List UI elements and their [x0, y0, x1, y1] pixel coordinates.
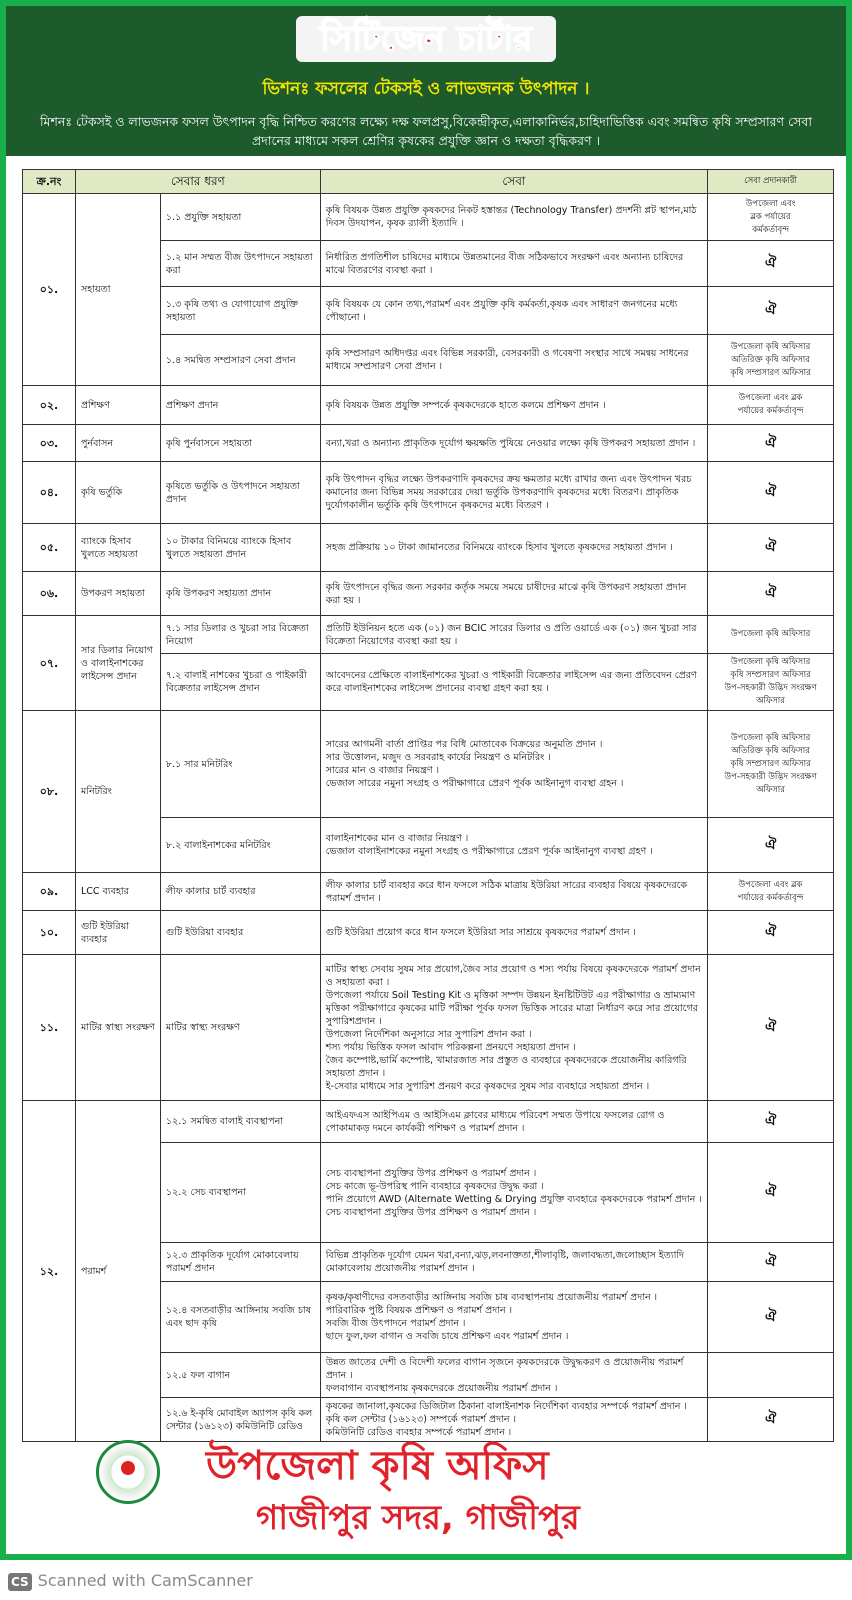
citizen-charter-table: [22, 169, 834, 1442]
service-description: [320, 1353, 707, 1398]
service-description: [320, 711, 707, 818]
service-provider: [708, 1143, 834, 1243]
provider-line: উপজেলা এবং ব্লক: [738, 879, 803, 890]
service-line: গুটি ইউরিয়া প্রয়োগ করে ধান ফসলে ইউরিয়া সার সাশ্রয়ে কৃষকদের পরামর্শ প্রদান ।: [325, 927, 636, 938]
table-row: [23, 524, 834, 572]
service-line: সারের মান ও বাজার নিয়ন্ত্রণ ।: [325, 765, 440, 776]
provider-line: পর্যায়ের কর্মকর্তাবৃন্দ: [737, 892, 804, 903]
table-body: [23, 194, 834, 1442]
service-provider: [708, 654, 834, 711]
provider-line: ঐ: [764, 1308, 777, 1325]
service-line: আবেদনের প্রেক্ষিতে বালাইনাশকের খুচরা ও পাইকারী বিক্রেতার লাইসেন্স এর জন্য প্রতিবেদন প্রেরণ করে বালাইনাশকের লাইসেন্স প্রদানের ব্যবস্থা গ্রহণ করা হয় ।: [325, 670, 697, 694]
service-category: মনিটরিং: [75, 711, 160, 873]
serial-number: ০৯.: [23, 873, 76, 911]
service-line: বালাইনাশকের মান ও বাজার নিয়ন্ত্রণ ।: [325, 833, 469, 844]
provider-line: ঐ: [764, 539, 777, 555]
service-line: উপজেলা পর্যায়ে Soil Testing Kit ও মৃত্তিকা সম্পদ উন্নয়ন ইনষ্টিটিউট এর পরীক্ষাগার ও ভ্রাম্যমাণ মৃত্তিকা পরীক্ষাগারে কৃষকের মাটি পরীক্ষা পূর্বক ফসল ভিত্তিক সারের মাত্রা নির্ধারণ করে সার প্রয়োগের সুপারিশপ্রদান ।: [325, 989, 698, 1027]
provider-line: অতিরিক্ত কৃষি অফিসার: [731, 745, 810, 756]
service-line: কৃষি উৎপাদনে বৃদ্ধির জন্য সরকার কর্তৃক সময়ে সময়ে চাষীদের মাঝে কৃষি উপকরণ সহায়তা প্রদান করা হয় ।: [325, 581, 687, 606]
service-category: সহায়তা: [75, 194, 160, 386]
table-row: [23, 873, 834, 911]
service-line: জৈব কম্পোষ্ট,ভার্মি কম্পোষ্ট, খামারজাত সার প্রস্তুত ও ব্যবহারে কৃষকদেরকে প্রয়োজনীয় কারিগরি সহায়তা প্রদান ।: [325, 1054, 687, 1079]
service-provider: [708, 425, 834, 462]
service-subtype: ৭.১ সার ডিলার ও খুচরা সার বিক্রেতা নিয়োগ: [160, 616, 320, 654]
service-subtype: ১২.১ সমন্বিত বালাই ব্যবস্থাপনা: [160, 1101, 320, 1143]
provider-line: ঐ: [764, 1113, 777, 1129]
service-line: ছাদে ফুল,ফল বাগান ও সবজি চাষে প্রশিক্ষণ এবং পরামর্শ প্রদান ।: [325, 1331, 569, 1342]
service-description: [320, 386, 707, 425]
service-provider: [708, 1353, 834, 1398]
provider-line: ঐ: [764, 434, 777, 451]
service-line: সবজি বীজ উৎপাদনে পরামর্শ প্রদান ।: [325, 1318, 466, 1329]
table-row: [23, 194, 834, 241]
service-description: [320, 335, 707, 386]
service-provider: [708, 711, 834, 818]
service-line: কৃষি বিষয়ক যে কোন তথ্য,পরামর্শ এবং প্রযুক্তি কৃষি কর্মকর্তা,কৃষক এবং সাধারণ জনগনের মধ্যে পৌছানো ।: [325, 298, 678, 323]
provider-line: অতিরিক্ত কৃষি অফিসার: [731, 354, 810, 365]
service-provider: [708, 572, 834, 616]
service-category: কৃষি ভর্তুকি: [75, 462, 160, 524]
provider-line: ঐ: [764, 302, 777, 318]
service-subtype: ১.১ প্রযুক্তি সহায়তা: [160, 194, 320, 241]
service-category: গুটি ইউরিয়া ব্যবহার: [75, 911, 160, 955]
service-line: সারের আগমনী বার্তা প্রাপ্তির পর বিধি মোতাবেক বিক্রয়ের অনুমতি প্রদান ।: [325, 739, 603, 750]
service-description: [320, 955, 707, 1101]
service-description: [320, 818, 707, 873]
service-subtype: গুটি ইউরিয়া ব্যবহার: [160, 911, 320, 955]
service-line: সেচ ব্যবস্থাপনা প্রযুক্তির উপর প্রশিক্ষণ ও পরামর্শ প্রদান ।: [325, 1206, 537, 1218]
service-description: [320, 1243, 707, 1282]
service-provider: [708, 386, 834, 425]
service-description: [320, 616, 707, 654]
service-description: [320, 524, 707, 572]
provider-line: ঐ: [764, 484, 777, 500]
footer: [6, 1426, 846, 1556]
service-description: [320, 194, 707, 241]
provider-line: উপজেলা এবং: [745, 198, 796, 209]
service-line: উন্নত জাতের দেশী ও বিদেশী ফলের বাগান সৃজনে কৃষকদেরকে উদ্বুদ্ধকরণ ও প্রয়োজনীয় পরামর্শ প্রদান ।: [325, 1356, 684, 1381]
service-line: নির্ধারিত প্রগতিশীল চাষিদের মাধ্যমে উন্নতমানের বীজ সঠিকভাবে সংরক্ষণ এবং অন্যান্য চাষিদের মাঝে বিতরণের ব্যবস্থা করা ।: [325, 251, 684, 276]
camscanner-label: Scanned with CamScanner: [37, 1571, 253, 1590]
service-provider: [708, 616, 834, 654]
service-category: LCC ব্যবহার: [75, 873, 160, 911]
service-subtype: কৃষিতে ভর্তুকি ও উৎপাদনে সহায়তা প্রদান: [160, 462, 320, 524]
service-line: মাটির স্বাস্থ্য সেবায় সুষম সার প্রয়োগ,জৈব সার প্রয়োগ ও শস্য পর্যায় বিষয়ে কৃষকদেরকে পরামর্শ প্রদান ও সহায়তা করা ।: [325, 963, 701, 988]
service-line: বিভিন্ন প্রাকৃতিক দূর্যোগ যেমন খরা,বন্যা,ঝড়,লবনাক্ততা,শীলাবৃষ্টি, জলাবদ্ধতা,জলোচ্ছাস ইত্যাদি মোকাবেলায় প্রয়োজনীয় পরামর্শ প্রদান ।: [325, 1250, 685, 1274]
serial-number: ০৫.: [23, 524, 76, 572]
service-description: [320, 462, 707, 524]
service-provider: [708, 1101, 834, 1143]
provider-line: ঐ: [764, 1184, 777, 1200]
service-line: পানি প্রয়োগে AWD (Alternate Wetting & Drying প্রযুক্তি ব্যবহারে কৃষকদেরকে পরামর্শ প্রদান ।: [325, 1193, 702, 1205]
column-header-service-type: সেবার ধরণ: [75, 170, 320, 194]
service-category: মাটির স্বাস্থ্য সংরক্ষণ: [75, 955, 160, 1101]
page-title: সিটিজেন চার্টার: [296, 16, 556, 62]
provider-line: উপজেলা কৃষি অফিসার: [730, 341, 811, 352]
service-subtype: ১২.৬ ই-কৃষি মোবাইল অ্যাপস কৃষি কল সেন্টার (১৬১২৩) কমিউনিটি রেডিও: [160, 1398, 320, 1442]
service-description: [320, 911, 707, 955]
provider-line: উপজেলা কৃষি অফিসার: [730, 629, 811, 639]
serial-number: ১১.: [23, 955, 76, 1101]
service-description: [320, 873, 707, 911]
service-description: [320, 287, 707, 335]
service-line: ই-সেবার মাধ্যমে সার সুপারিশ প্রনয়ণ করে কৃষকদের সুষম সার ব্যবহারে সহায়তা প্রদান ।: [325, 1080, 650, 1092]
service-line: পারিবারিক পুষ্টি বিষয়ক প্রশিক্ষণ ও পরামর্শ প্রদান ।: [325, 1305, 513, 1316]
service-line: কৃষি সম্প্রসারণ অধিদপ্তর এবং বিভিন্ন সরকারী, বেসরকারী ও গবেষণা সংস্থার সাথে সমন্বয় সাধনের মাধ্যমে সম্প্রসারণ সেবা প্রদান ।: [325, 348, 689, 372]
service-subtype: ৮.১ সার মনিটরিং: [160, 711, 320, 818]
service-line: সহজ প্রক্রিয়ায় ১০ টাকা জামানতের বিনিময়ে ব্যাংকে হিসাব খুলতে কৃষকদের সহায়তা প্রদান ।: [325, 542, 673, 553]
service-subtype: লীফ কালার চার্ট ব্যবহার: [160, 873, 320, 911]
service-provider: [708, 194, 834, 241]
service-description: [320, 241, 707, 287]
service-category: উপকরণ সহায়তা: [75, 572, 160, 616]
serial-number: ০৩.: [23, 425, 76, 462]
service-line: কৃষি বিষয়ক উন্নত প্রযুক্তি কৃষকদের নিকট হস্তান্তর (Technology Transfer) প্রদর্শনী প্লট স্থাপন,মাঠ দিবস উদযাপন, কৃষক র‍্যালী ইত্যাদি ।: [325, 205, 697, 229]
service-line: কৃষি বিষয়ক উন্নত প্রযুক্তি সম্পর্কে কৃষকদেরকে হাতে কলমে প্রশিক্ষণ প্রদান ।: [325, 399, 606, 411]
service-provider: [708, 241, 834, 287]
table-row: [23, 1101, 834, 1143]
header: [6, 6, 846, 156]
provider-line: উপজেলা কৃষি অফিসার: [730, 732, 811, 743]
service-line: উপজেলা নির্দেশিকা অনুসারে সার সুপারিশ প্রদান করা ।: [325, 1028, 532, 1040]
provider-line: কৃষি সম্প্রসারণ অফিসার: [730, 367, 811, 378]
service-description: [320, 1143, 707, 1243]
service-line: কমিউনিটি রেডিও ব্যবহার সম্পর্কে পরামর্শ প্রদান ।: [325, 1427, 512, 1438]
service-subtype: ৭.২ বালাই নাশকের খুচরা ও পাইকারী বিক্রেতার লাইসেন্স প্রদান: [160, 654, 320, 711]
dae-logo: [96, 1440, 160, 1504]
table-row: [23, 462, 834, 524]
service-line: সেচ ব্যবস্থাপনা প্রযুক্তির উপর প্রশিক্ষণ ও পরামর্শ প্রদান ।: [325, 1167, 537, 1179]
provider-line: ঐ: [764, 836, 777, 853]
serial-number: ০৪.: [23, 462, 76, 524]
service-category: ব্যাংকে হিসাব খুলতে সহায়তা: [75, 524, 160, 572]
service-line: কৃষি কল সেন্টার (১৬১২৩) সম্পর্কে পরামর্শ প্রদান ।: [325, 1414, 516, 1425]
service-description: [320, 1101, 707, 1143]
service-subtype: ১২.৪ বসতবাড়ীর আঙ্গিনায় সবজি চাষ এবং ছাদ কৃষি: [160, 1282, 320, 1353]
service-line: ভেজাল সারের নমুনা সংগ্রহ ও পরীক্ষাগারে প্রেরণ পূর্বক আইনানুগ ব্যবস্থা গ্রহন ।: [325, 778, 624, 789]
service-description: [320, 572, 707, 616]
service-subtype: ১.২ মান সম্মত বীজ উৎপাদনে সহায়তা করা: [160, 241, 320, 287]
service-line: ভেজাল বালাইনাশকের নমুনা সংগ্রহ ও পরীক্ষাগারে প্রেরণ পূর্বক আইনানুগ ব্যবস্থা গ্রহণ ।: [325, 846, 653, 857]
serial-number: ০১.: [23, 194, 76, 386]
provider-line: কৃষি সম্প্রসারণ অফিসার: [730, 670, 811, 680]
vision-text: ভিশনঃ ফসলের টেকসই ও লাভজনক উৎপাদন ।: [262, 79, 590, 99]
serial-number: ০৮.: [23, 711, 76, 873]
provider-line: ব্লক পর্যায়ের: [750, 211, 791, 222]
table-row: [23, 911, 834, 955]
service-description: [320, 1282, 707, 1353]
column-header-serial: ক্র.নং: [23, 170, 76, 194]
service-subtype: ১০ টাকার বিনিময়ে ব্যাংকে হিসাব খুলতে সহায়তা প্রদান: [160, 524, 320, 572]
service-subtype: ১২.৫ ফল বাগান: [160, 1353, 320, 1398]
service-line: সার উত্তোলন, মজুদ ও সরবরাহ কার্যের নিয়ন্ত্রণ ও মনিটরিং ।: [325, 752, 551, 763]
provider-line: ঐ: [764, 1019, 777, 1035]
table-header-row: [23, 170, 834, 194]
service-line: সেচ কাজে ভূ-উপরিস্থ পানি ব্যবহারে কৃষকদের উদ্বুদ্ধ করা ।: [325, 1180, 544, 1192]
provider-line: উপ-সহকারী উদ্ভিদ সংরক্ষণ অফিসার: [724, 683, 817, 706]
provider-line: উপজেলা এবং ব্লক: [738, 393, 803, 403]
service-category: সার ডিলার নিয়োগ ও বালাইনাশকের লাইসেন্স প্রদান: [75, 616, 160, 711]
serial-number: ০৬.: [23, 572, 76, 616]
service-provider: [708, 1243, 834, 1282]
service-provider: [708, 1282, 834, 1353]
service-provider: [708, 911, 834, 955]
office-name: উপজেলা কৃষি অফিস: [206, 1443, 549, 1489]
serial-number: ০২.: [23, 386, 76, 425]
service-line: প্রতিটি ইউনিয়ন হতে এক (০১) জন BCIC সারের ডিলার ও প্রতি ওয়ার্ডে এক (০১) জন খুচরা সার বিক্রেতা নিয়োগের ব্যবস্থা করা হয় ।: [325, 622, 697, 647]
mission-text: মিশনঃ টেকসই ও লাভজনক ফসল উৎপাদন বৃদ্ধি নিশ্চিত করণের লক্ষ্যে দক্ষ ফলপ্রসু,বিকেন্দ্রীকৃত,এলাকানির্ভর,চাহিদাভিত্তিক এবং সমন্বিত কৃষি সম্প্রসারণ সেবা প্রদানের মাধ্যমে সকল শ্রেণির কৃষকের প্রযুক্তি জ্ঞান ও দক্ষতা বৃদ্ধিকরণ ।: [39, 114, 813, 148]
table-row: [23, 425, 834, 462]
serial-number: ১০.: [23, 911, 76, 955]
service-category: প্রশিক্ষণ: [75, 386, 160, 425]
service-provider: [708, 524, 834, 572]
provider-line: কৃষি সম্প্রসারণ অফিসার: [730, 758, 811, 769]
service-subtype: প্রশিক্ষণ প্রদান: [160, 386, 320, 425]
service-line: লীফ কালার চার্ট ব্যবহার করে ধান ফসলে সঠিক মাত্রায় ইউরিয়া সারের ব্যবহার বিষয়ে কৃষকদেরকে পরামর্শ প্রদান ।: [325, 879, 688, 904]
service-category: পুর্নবাসন: [75, 425, 160, 462]
service-description: [320, 425, 707, 462]
service-subtype: ১.৪ সমন্বিত সম্প্রসারণ সেবা প্রদান: [160, 335, 320, 386]
provider-line: ঐ: [764, 1253, 777, 1270]
service-subtype: মাটির স্বাস্থ্য সংরক্ষণ: [160, 955, 320, 1101]
serial-number: ১২.: [23, 1101, 76, 1442]
column-header-service: সেবা: [320, 170, 707, 194]
service-provider: [708, 873, 834, 911]
table-row: [23, 386, 834, 425]
provider-line: পর্যায়ের কর্মকর্তাবৃন্দ: [737, 406, 804, 416]
service-provider: [708, 955, 834, 1101]
column-header-provider: সেবা প্রদানকারী: [708, 170, 834, 194]
service-line: আইএফএস আইপিএম ও আইসিএম ক্লাবের মাধ্যমে পরিবেশ সম্মত উপায়ে ফসলের রোগ ও পোকামাকড় দমনে কার্যকরী পশিক্ষণ ও পরামর্শ প্রদান ।: [325, 1109, 665, 1134]
service-subtype: ১২.২ সেচ ব্যবস্থাপনা: [160, 1143, 320, 1243]
service-description: [320, 654, 707, 711]
service-subtype: কৃষি পুর্নবাসনে সহায়তা: [160, 425, 320, 462]
provider-line: ঐ: [764, 255, 777, 271]
office-location: গাজীপুর সদর, গাজীপুর: [256, 1498, 580, 1538]
service-line: শস্য পর্যায় ভিত্তিক ফসল আবাদ পরিকল্পনা প্রনয়ণে সহায়তা প্রদান ।: [325, 1041, 576, 1053]
service-category: পরামর্শ: [75, 1101, 160, 1442]
service-line: কৃষকের জানালা,কৃষকের ডিজিটাল ঠিকানা বালাইনাশক নির্দেশিকা ব্যবহার সম্পর্কে পরামর্শ প্রদান ।: [325, 1401, 687, 1412]
service-provider: [708, 462, 834, 524]
service-subtype: ৮.২ বালাইনাশকের মনিটরিং: [160, 818, 320, 873]
service-subtype: কৃষি উপকরণ সহায়তা প্রদান: [160, 572, 320, 616]
provider-line: ঐ: [764, 1411, 777, 1427]
table-row: [23, 616, 834, 654]
service-provider: [708, 287, 834, 335]
service-provider: [708, 818, 834, 873]
table-row: [23, 572, 834, 616]
provider-line: ঐ: [764, 585, 777, 601]
service-subtype: ১২.৩ প্রাকৃতিক দূর্যোগ মোকাবেলায় পরামর্শ প্রদান: [160, 1243, 320, 1282]
provider-line: ঐ: [764, 924, 777, 940]
provider-line: উপজেলা কৃষি অফিসার: [730, 657, 811, 667]
service-line: কৃষি উৎপাদন বৃদ্ধির লক্ষ্যে উপকরণাদি কৃষকদের ক্রয় ক্ষমতার মধ্যে রাখার জন্য এবং উৎপাদন খরচ কমানোর জন্য বিভিন্ন সময় সরকারের দেয়া ভর্তুকি উপকরণাদি কৃষকদের মধ্যে বিতরণ। প্রাকৃতিক দুর্যোগকালীন ভর্তুকি কৃষি উৎপাদনে কৃষকদের মধ্যে বিতরণ ।: [325, 474, 692, 511]
service-line: কৃষক/কৃষাণীদের বসতবাড়ীর আঙ্গিনায় সবজি চাষ ব্যবস্থাপনায় প্রয়োজনীয় পরামর্শ প্রদান ।: [325, 1292, 658, 1303]
table-row: [23, 955, 834, 1101]
provider-line: উপ-সহকারী উদ্ভিদ সংরক্ষণ অফিসার: [724, 771, 817, 795]
serial-number: ০৭.: [23, 616, 76, 711]
service-line: ফলবাগান ব্যবস্থাপনায় কৃষকদেরকে প্রয়োজনীয় পরামর্শ প্রদান ।: [325, 1382, 558, 1394]
service-subtype: ১.৩ কৃষি তথ্য ও যোগাযোগ প্রযুক্তি সহায়তা: [160, 287, 320, 335]
service-provider: [708, 335, 834, 386]
provider-line: কর্মকর্তাবৃন্দ: [752, 224, 790, 235]
camscanner-watermark: [0, 1562, 852, 1600]
camscanner-logo-icon: CS: [8, 1573, 32, 1591]
table-row: [23, 711, 834, 818]
service-line: বন্যা,খরা ও অন্যান্য প্রাকৃতিক দূর্যোগ ক্ষয়ক্ষতি পুষিয়ে নেওয়ার লক্ষ্যে কৃষি উপকরণ সহায়তা প্রদান ।: [325, 437, 696, 449]
